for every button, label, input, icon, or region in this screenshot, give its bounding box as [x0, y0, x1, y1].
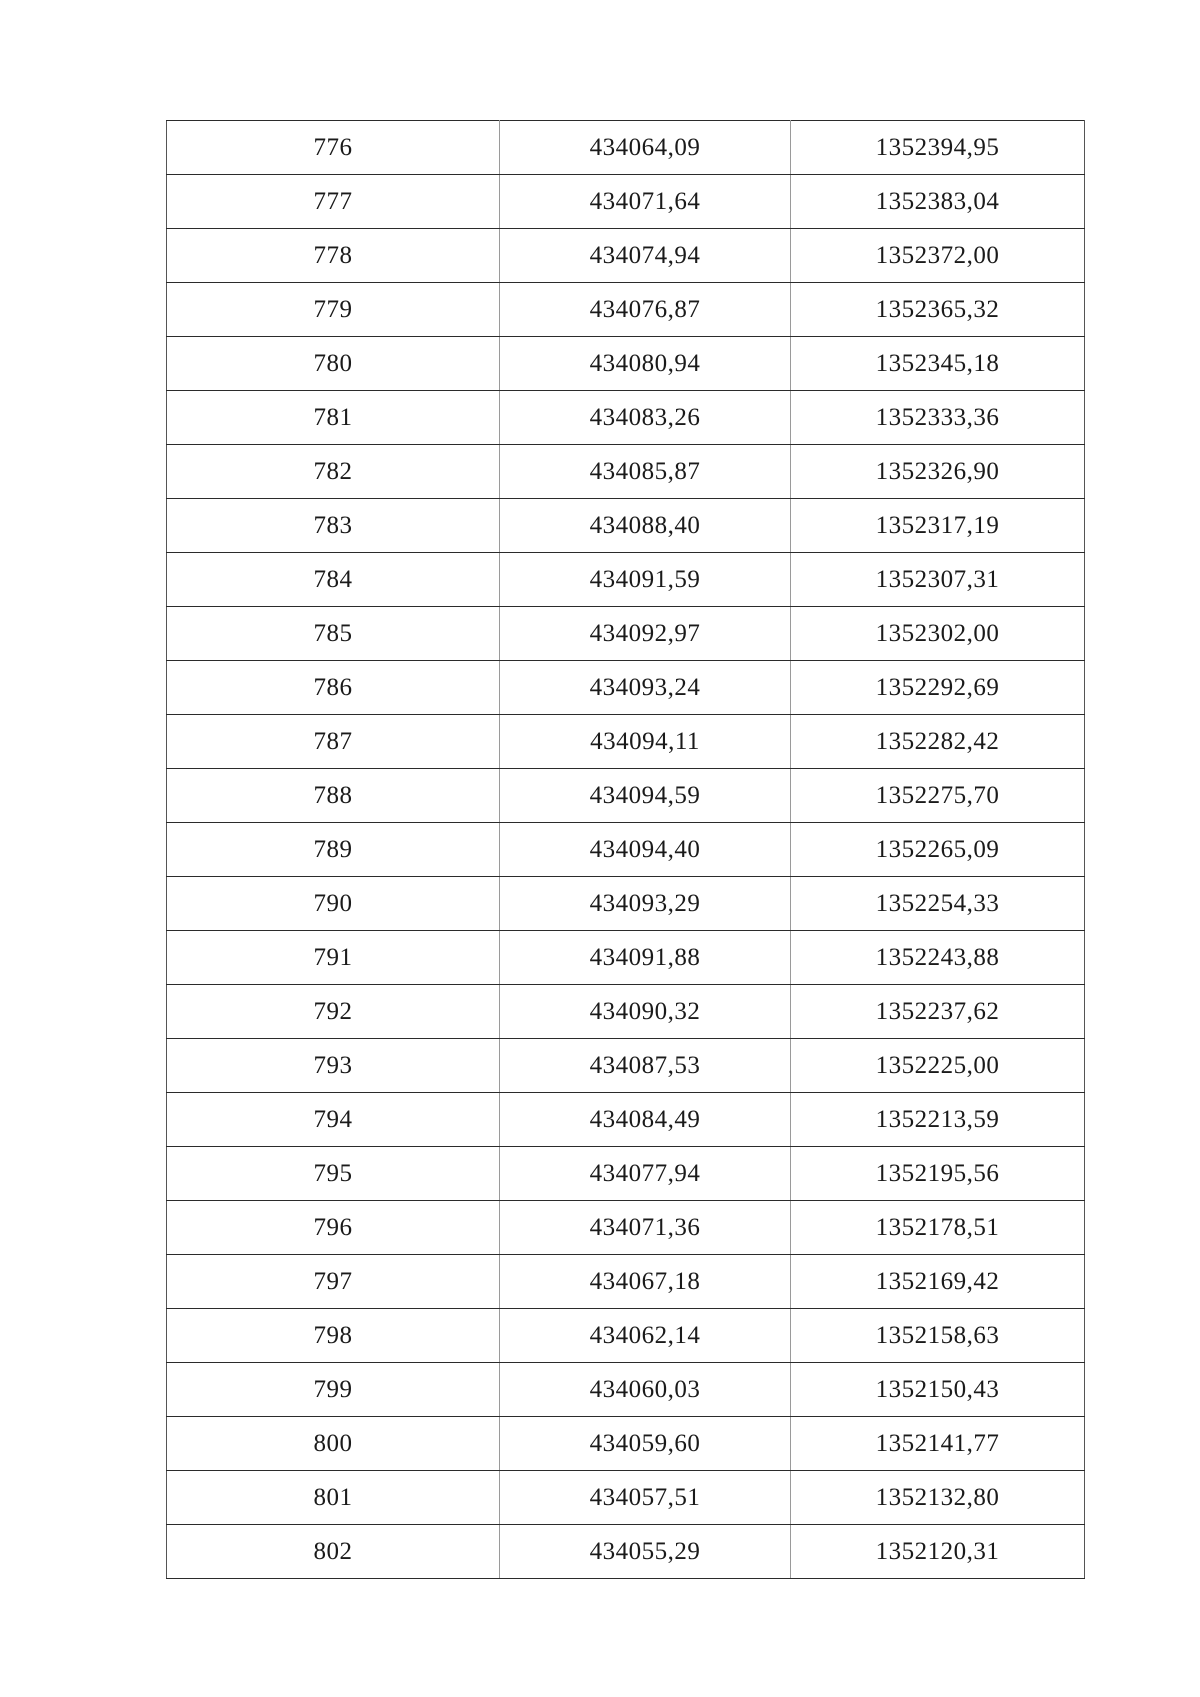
- table-row: [167, 1309, 1085, 1363]
- x-coordinate-cell: 434062,14: [500, 1309, 791, 1363]
- y-coordinate-cell: 1352275,70: [791, 769, 1085, 823]
- x-coordinate-cell: 434087,53: [500, 1039, 791, 1093]
- point-number-cell: 783: [167, 499, 500, 553]
- y-coordinate-cell: 1352394,95: [791, 121, 1085, 175]
- point-number-cell: 789: [167, 823, 500, 877]
- x-coordinate-cell: 434094,59: [500, 769, 791, 823]
- table-row: [167, 283, 1085, 337]
- point-number-cell: 792: [167, 985, 500, 1039]
- x-coordinate-cell: 434088,40: [500, 499, 791, 553]
- y-coordinate-cell: 1352195,56: [791, 1147, 1085, 1201]
- point-number-cell: 790: [167, 877, 500, 931]
- x-coordinate-cell: 434059,60: [500, 1417, 791, 1471]
- point-number-cell: 801: [167, 1471, 500, 1525]
- x-coordinate-cell: 434076,87: [500, 283, 791, 337]
- table-row: [167, 175, 1085, 229]
- x-coordinate-cell: 434091,88: [500, 931, 791, 985]
- x-coordinate-cell: 434093,29: [500, 877, 791, 931]
- point-number-cell: 780: [167, 337, 500, 391]
- table-row: [167, 391, 1085, 445]
- x-coordinate-cell: 434091,59: [500, 553, 791, 607]
- table-row: [167, 229, 1085, 283]
- table-row: [167, 1525, 1085, 1579]
- y-coordinate-cell: 1352372,00: [791, 229, 1085, 283]
- table-row: [167, 1417, 1085, 1471]
- x-coordinate-cell: 434084,49: [500, 1093, 791, 1147]
- y-coordinate-cell: 1352225,00: [791, 1039, 1085, 1093]
- table-row: [167, 823, 1085, 877]
- x-coordinate-cell: 434094,11: [500, 715, 791, 769]
- coordinates-table: [166, 120, 1085, 1579]
- table-row: [167, 553, 1085, 607]
- point-number-cell: 797: [167, 1255, 500, 1309]
- point-number-cell: 779: [167, 283, 500, 337]
- point-number-cell: 782: [167, 445, 500, 499]
- y-coordinate-cell: 1352317,19: [791, 499, 1085, 553]
- y-coordinate-cell: 1352365,32: [791, 283, 1085, 337]
- y-coordinate-cell: 1352326,90: [791, 445, 1085, 499]
- point-number-cell: 787: [167, 715, 500, 769]
- x-coordinate-cell: 434094,40: [500, 823, 791, 877]
- point-number-cell: 798: [167, 1309, 500, 1363]
- table-row: [167, 499, 1085, 553]
- point-number-cell: 776: [167, 121, 500, 175]
- point-number-cell: 791: [167, 931, 500, 985]
- y-coordinate-cell: 1352345,18: [791, 337, 1085, 391]
- x-coordinate-cell: 434060,03: [500, 1363, 791, 1417]
- table-row: [167, 1363, 1085, 1417]
- y-coordinate-cell: 1352178,51: [791, 1201, 1085, 1255]
- table-row: [167, 445, 1085, 499]
- y-coordinate-cell: 1352150,43: [791, 1363, 1085, 1417]
- table-row: [167, 1147, 1085, 1201]
- y-coordinate-cell: 1352243,88: [791, 931, 1085, 985]
- point-number-cell: 786: [167, 661, 500, 715]
- point-number-cell: 784: [167, 553, 500, 607]
- point-number-cell: 802: [167, 1525, 500, 1579]
- point-number-cell: 778: [167, 229, 500, 283]
- x-coordinate-cell: 434071,64: [500, 175, 791, 229]
- table-row: [167, 877, 1085, 931]
- coordinates-table-body: [167, 121, 1085, 1579]
- table-row: [167, 1201, 1085, 1255]
- y-coordinate-cell: 1352120,31: [791, 1525, 1085, 1579]
- y-coordinate-cell: 1352383,04: [791, 175, 1085, 229]
- point-number-cell: 781: [167, 391, 500, 445]
- point-number-cell: 788: [167, 769, 500, 823]
- point-number-cell: 799: [167, 1363, 500, 1417]
- y-coordinate-cell: 1352292,69: [791, 661, 1085, 715]
- y-coordinate-cell: 1352141,77: [791, 1417, 1085, 1471]
- x-coordinate-cell: 434085,87: [500, 445, 791, 499]
- x-coordinate-cell: 434080,94: [500, 337, 791, 391]
- table-row: [167, 769, 1085, 823]
- table-row: [167, 607, 1085, 661]
- y-coordinate-cell: 1352132,80: [791, 1471, 1085, 1525]
- table-row: [167, 661, 1085, 715]
- x-coordinate-cell: 434064,09: [500, 121, 791, 175]
- x-coordinate-cell: 434092,97: [500, 607, 791, 661]
- x-coordinate-cell: 434090,32: [500, 985, 791, 1039]
- table-row: [167, 715, 1085, 769]
- y-coordinate-cell: 1352158,63: [791, 1309, 1085, 1363]
- point-number-cell: 785: [167, 607, 500, 661]
- table-row: [167, 1471, 1085, 1525]
- point-number-cell: 800: [167, 1417, 500, 1471]
- point-number-cell: 794: [167, 1093, 500, 1147]
- point-number-cell: 793: [167, 1039, 500, 1093]
- table-row: [167, 121, 1085, 175]
- x-coordinate-cell: 434057,51: [500, 1471, 791, 1525]
- table-row: [167, 337, 1085, 391]
- table-row: [167, 1039, 1085, 1093]
- x-coordinate-cell: 434077,94: [500, 1147, 791, 1201]
- point-number-cell: 777: [167, 175, 500, 229]
- y-coordinate-cell: 1352307,31: [791, 553, 1085, 607]
- x-coordinate-cell: 434055,29: [500, 1525, 791, 1579]
- table-row: [167, 1093, 1085, 1147]
- y-coordinate-cell: 1352169,42: [791, 1255, 1085, 1309]
- y-coordinate-cell: 1352265,09: [791, 823, 1085, 877]
- y-coordinate-cell: 1352237,62: [791, 985, 1085, 1039]
- y-coordinate-cell: 1352302,00: [791, 607, 1085, 661]
- table-row: [167, 1255, 1085, 1309]
- y-coordinate-cell: 1352282,42: [791, 715, 1085, 769]
- x-coordinate-cell: 434067,18: [500, 1255, 791, 1309]
- point-number-cell: 795: [167, 1147, 500, 1201]
- point-number-cell: 796: [167, 1201, 500, 1255]
- x-coordinate-cell: 434074,94: [500, 229, 791, 283]
- y-coordinate-cell: 1352254,33: [791, 877, 1085, 931]
- x-coordinate-cell: 434071,36: [500, 1201, 791, 1255]
- table-row: [167, 931, 1085, 985]
- y-coordinate-cell: 1352213,59: [791, 1093, 1085, 1147]
- x-coordinate-cell: 434083,26: [500, 391, 791, 445]
- x-coordinate-cell: 434093,24: [500, 661, 791, 715]
- table-row: [167, 985, 1085, 1039]
- y-coordinate-cell: 1352333,36: [791, 391, 1085, 445]
